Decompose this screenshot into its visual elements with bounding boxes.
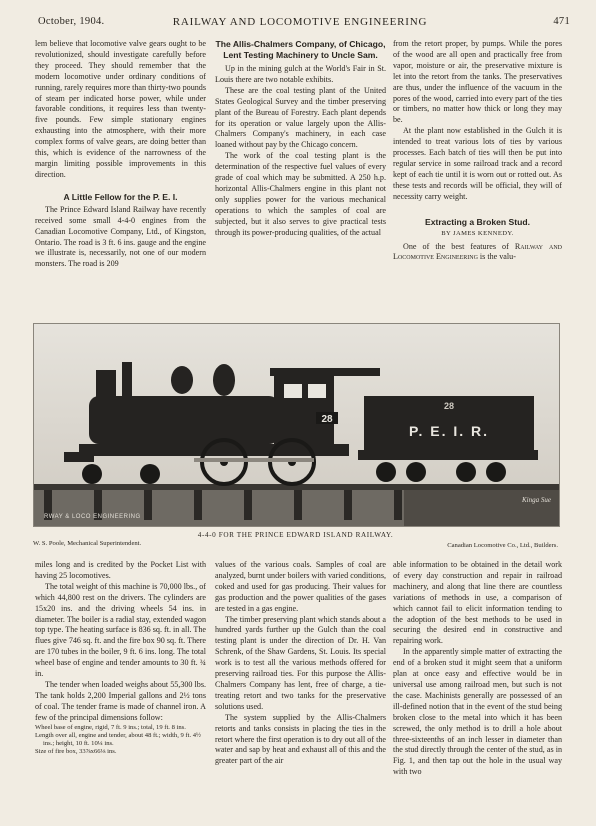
- paragraph: The system supplied by the Allis-Chalmers retorts and tanks consists in placing the ties in the retort where the first operation is to dry out all of the water and sap by heat and exhaust all of this and the greater part of the air: [215, 712, 386, 766]
- dimensions-list: [35, 724, 206, 757]
- paragraph: In the apparently simple matter of extracting the end of a broken stud it might seem that a uniform plan at once easy and effective would be in universal use among railroad men, but such is not the case. Machinists generally are possessed of an ill-defined notion that in the event of the stud being broken close to the metal into which it has been screwed, the only method is to drill a hole about three-sixteenths of an inch lesser in diameter than the stud directly through the center of the stud, as in Fig. 1, and then tap out the hole in the usual way with two: [393, 647, 562, 777]
- figure-caption: [33, 531, 558, 555]
- byline: BY JAMES KENNEDY.: [441, 229, 514, 237]
- engraver-credit: RWAY & LOCO ENGINEERING: [44, 514, 141, 520]
- list-item: Size of fire box, 33⅞x66⅛ ins.: [35, 748, 117, 756]
- column-3: [393, 39, 562, 263]
- signature: Kinga Sue: [522, 496, 551, 504]
- paragraph: The timber preserving plant which stands about a hundred yards further up the Gulch than the coal testing plant is under the direction of Dr. H. Van Schrenk, of the Shaw Gardens, St. Louis. Its special work is to test all the various methods offered for preserving railroad ties. For this purpose the Allis-Chalmers Company has lent, free of charge, a tie-treating retort and two tanks for the preservative solutions used.: [215, 614, 386, 711]
- journal-name: Railway and Locomotive Engineering: [393, 241, 562, 262]
- running-header: [30, 16, 570, 32]
- locomotive-illustration: [34, 324, 559, 526]
- column-5: [215, 560, 386, 767]
- tender-lettering: P. E. I. R.: [408, 423, 490, 439]
- article-title-broken-stud: Extracting a Broken Stud.: [424, 216, 531, 227]
- paragraph: One of the best features of Railway and Locomotive Engineering is the valu-: [393, 241, 562, 262]
- header-date: October, 1904.: [38, 16, 105, 27]
- paragraph: The tender when loaded weighs about 55,300 lbs. The tank holds 2,200 Imperial gallons and 2½ tons of coal. The tender frame is made of channel iron. A few of the principal dimensions follow:: [35, 679, 206, 722]
- column-2: [215, 39, 386, 239]
- journal-title: RAILWAY AND LOCOMOTIVE ENGINEERING: [172, 16, 428, 28]
- list-item: Length over all, engine and tender, about 48 ft.; width, 9 ft. 4½ ins.; height, 10 ft. 10¼ ins.: [35, 731, 202, 747]
- article-title-allis-chalmers: The Allis-Chalmers Company, of Chicago, Lent Testing Machinery to Uncle Sam.: [215, 39, 386, 60]
- paragraph: able information to be obtained in the detail work of every day construction and repair in railroad machinery, and along that line there are countless variations of methods in use, a comparison of which cannot fail to elicit information tending to the adoption of the best methods to be used in securing the desired end in constructive and repairing work.: [393, 560, 562, 646]
- locomotive-photograph: [33, 323, 560, 527]
- cab-number: 28: [321, 414, 333, 425]
- column-6: [393, 560, 562, 778]
- paragraph: The work of the coal testing plant is the determination of the respective fuel values of every grade of coal which may be submitted. A 250 h.p. horizontal Allis-Chalmers engine in this plant not only supplies power for the various mechanical operations to which the samples of coal are subjected, but it also serves to give practical tests through its power-producing qualities, of the actual: [215, 151, 386, 237]
- tender-number: 28: [443, 401, 455, 411]
- paragraph: The total weight of this machine is 70,000 lbs., of which 44,800 rest on the drivers. The cylinders are 15x20 ins. and the driving wheels 54 ins. in diameter. The boiler is a radial stay, extended wagon top type. The heating surface is 836 sq. ft. in all. The flues give 746 sq. ft. and the fire box 90 sq. ft. There are 170 tubes in the boiler, 9 ft. 6 ins. long. The total wheel base of engine and tender amounts to 30 ft. ¾ in.: [35, 581, 206, 679]
- credit-right: Canadian Locomotive Co., Ltd., Builders.: [447, 542, 558, 549]
- paragraph: lem believe that locomotive valve gears ought to be revolutionized, should investigate carefully before they proceed. They should remember that the modern locomotive under ordinary conditions of running, rarely requires more than thirty-two pounds of steam per indicated horse power, while under favorable conditions, it requires less than twenty-five pounds. Few simple stationary engines exhausting into the atmosphere, with their more complex forms of valve gears, are doing better than this, which is evidence of the narrowness of the margin limiting possible improvements in this direction.: [35, 39, 206, 179]
- paragraph: Up in the mining gulch at the World's Fair in St. Louis there are two notable exhibits.: [215, 64, 386, 84]
- paragraph: The Prince Edward Island Railway have recently received some small 4-4-0 engines from the Canadian Locomotive Company, Ltd., of Kingston, Ontario. The road is 3 ft. 6 ins. gauge and the engine we illustrate is, necessarily, not one of our modern monsters. The road is 209: [35, 204, 206, 269]
- credit-left: W. S. Poole, Mechanical Superintendent.: [33, 540, 142, 547]
- paragraph: At the plant now established in the Gulch it is intended to treat various lots of ties by various processes. Each batch of ties will then be put into regular service in some railroad track and a record kept of each tie until it is worn out or rotted out. As these tests and records will be official, they will of necessity carry weight.: [393, 126, 562, 201]
- column-4: [35, 560, 206, 756]
- paragraph: from the retort proper, by pumps. While the pores of the wood are all open and practically free from vapor, moisture or air, the preservative mixture is let into the retort from the tanks. The preservatives are thus, under the influence of the vacuum in the pores of the wood, carried into every part of the ties or timbers, no matter how thick or long they may be.: [393, 39, 562, 125]
- paragraph: These are the coal testing plant of the United States Geological Survey and the timber preserving plant of the Bureau of Forestry. Each plant depends for its operation or value largely upon the Allis-Chalmers Company's machinery, in each case loaned without pay by the Chicago concern.: [215, 85, 386, 150]
- list-item: Wheel base of engine, rigid, 7 ft. 9 ins.; total, 19 ft. 8 ins.: [35, 723, 186, 731]
- paragraph: values of the various coals. Samples of coal are analyzed, burnt under boilers with varied conditions, coked and used for gas producing. Their values for gas production and the power qualities of the gases are tested in a gas engine.: [215, 560, 386, 613]
- caption-text: 4-4-0 FOR THE PRINCE EDWARD ISLAND RAILWAY.: [197, 531, 394, 539]
- article-title-pei: A Little Fellow for the P. E. I.: [63, 191, 178, 202]
- column-1: [35, 39, 206, 270]
- page-number: 471: [553, 16, 570, 27]
- paragraph: miles long and is credited by the Pocket List with having 25 locomotives.: [35, 560, 206, 580]
